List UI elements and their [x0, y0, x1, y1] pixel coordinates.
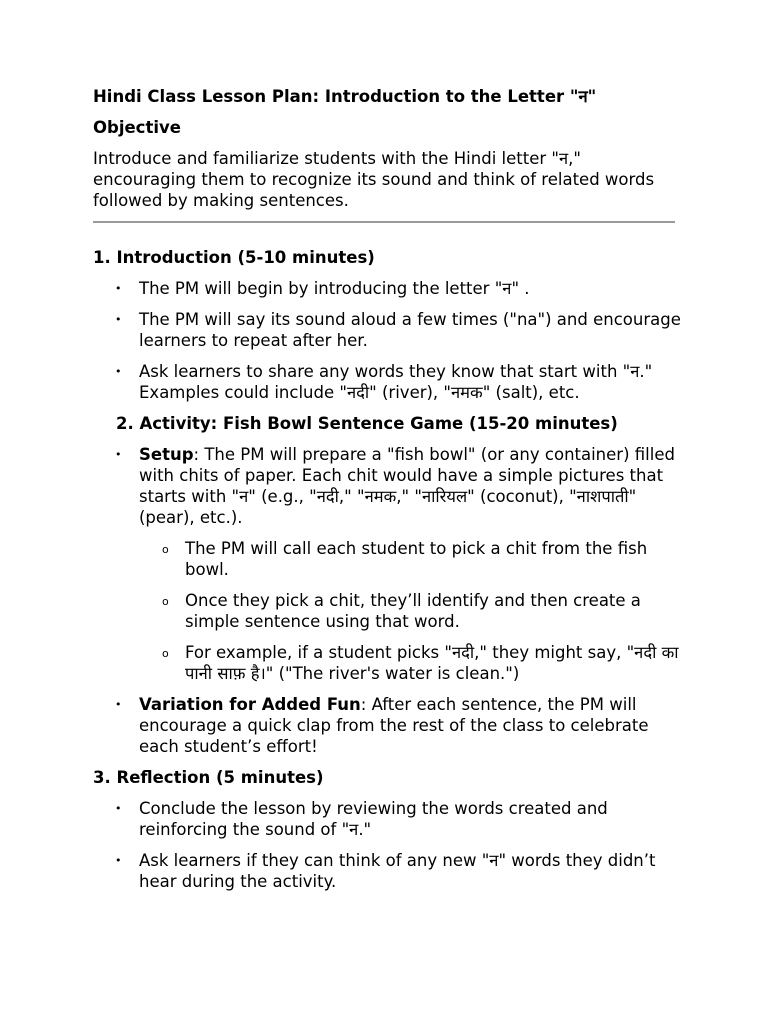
- list-item-text: Ask learners if they can think of any new "न" words they didn’t hear during the activity.: [139, 851, 656, 891]
- list-item-text: Once they pick a chit, they’ll identify and then create a simple sentence using that word.: [185, 591, 641, 631]
- bullet-icon: •: [115, 802, 122, 815]
- list-item: [115, 850, 683, 892]
- reflection-heading: 3. Reflection (5 minutes): [93, 768, 324, 787]
- list-item: [115, 361, 683, 403]
- list-item: [115, 798, 683, 840]
- objective-heading: Objective: [93, 118, 181, 137]
- list-item-text: Ask learners to share any words they know that start with "न." Examples could include "नदी" (river), "नमक" (salt), etc.: [139, 362, 653, 402]
- bullet-icon: •: [115, 365, 122, 378]
- list-item-text: The PM will begin by introducing the letter "न" .: [139, 279, 530, 298]
- list-item: [115, 309, 683, 351]
- bullet-icon: •: [115, 313, 122, 326]
- activity-list: [93, 444, 683, 757]
- list-item-text: The PM will call each student to pick a chit from the fish bowl.: [185, 539, 648, 579]
- lesson-plan-document: [93, 86, 683, 902]
- introduction-heading: 1. Introduction (5-10 minutes): [93, 248, 375, 267]
- setup-text: : The PM will prepare a "fish bowl" (or any container) filled with chits of paper. Each chit would have a simple pictures that starts with "न" (e.g., "नदी," "नमक," "नारियल" (coconut), "नाशपाती" (pear), etc.).: [139, 445, 675, 527]
- circle-bullet-icon: o: [162, 595, 169, 608]
- list-item: [162, 538, 683, 580]
- circle-bullet-icon: o: [162, 647, 169, 660]
- reflection-list: [93, 798, 683, 892]
- list-item: [115, 444, 683, 684]
- activity-steps-list: [139, 538, 683, 684]
- list-item: [115, 278, 683, 299]
- circle-bullet-icon: o: [162, 543, 169, 556]
- list-item-text: For example, if a student picks "नदी," they might say, "नदी का पानी साफ़ है।" ("The river's water is clean."): [185, 643, 679, 683]
- variation-label: Variation for Added Fun: [139, 695, 361, 714]
- list-item-text: Conclude the lesson by reviewing the words created and reinforcing the sound of "न.": [139, 799, 608, 839]
- list-item: [162, 590, 683, 632]
- bullet-icon: •: [115, 854, 122, 867]
- list-item-text: The PM will say its sound aloud a few times ("na") and encourage learners to repeat after her.: [139, 310, 681, 350]
- introduction-list: [93, 278, 683, 403]
- setup-label: Setup: [139, 445, 194, 464]
- list-item: [162, 642, 683, 684]
- section-divider: [93, 221, 675, 223]
- document-title: Hindi Class Lesson Plan: Introduction to the Letter "न": [93, 87, 597, 106]
- activity-heading: 2. Activity: Fish Bowl Sentence Game (15-20 minutes): [116, 414, 618, 433]
- bullet-icon: •: [115, 282, 122, 295]
- bullet-icon: •: [115, 698, 122, 711]
- objective-text: Introduce and familiarize students with the Hindi letter "न," encouraging them to recognize its sound and think of related words followed by making sentences.: [93, 149, 655, 210]
- variation-text: : After each sentence, the PM will encourage a quick clap from the rest of the class to celebrate each student’s effort!: [139, 695, 649, 756]
- list-item: [115, 694, 683, 757]
- bullet-icon: •: [115, 448, 122, 461]
